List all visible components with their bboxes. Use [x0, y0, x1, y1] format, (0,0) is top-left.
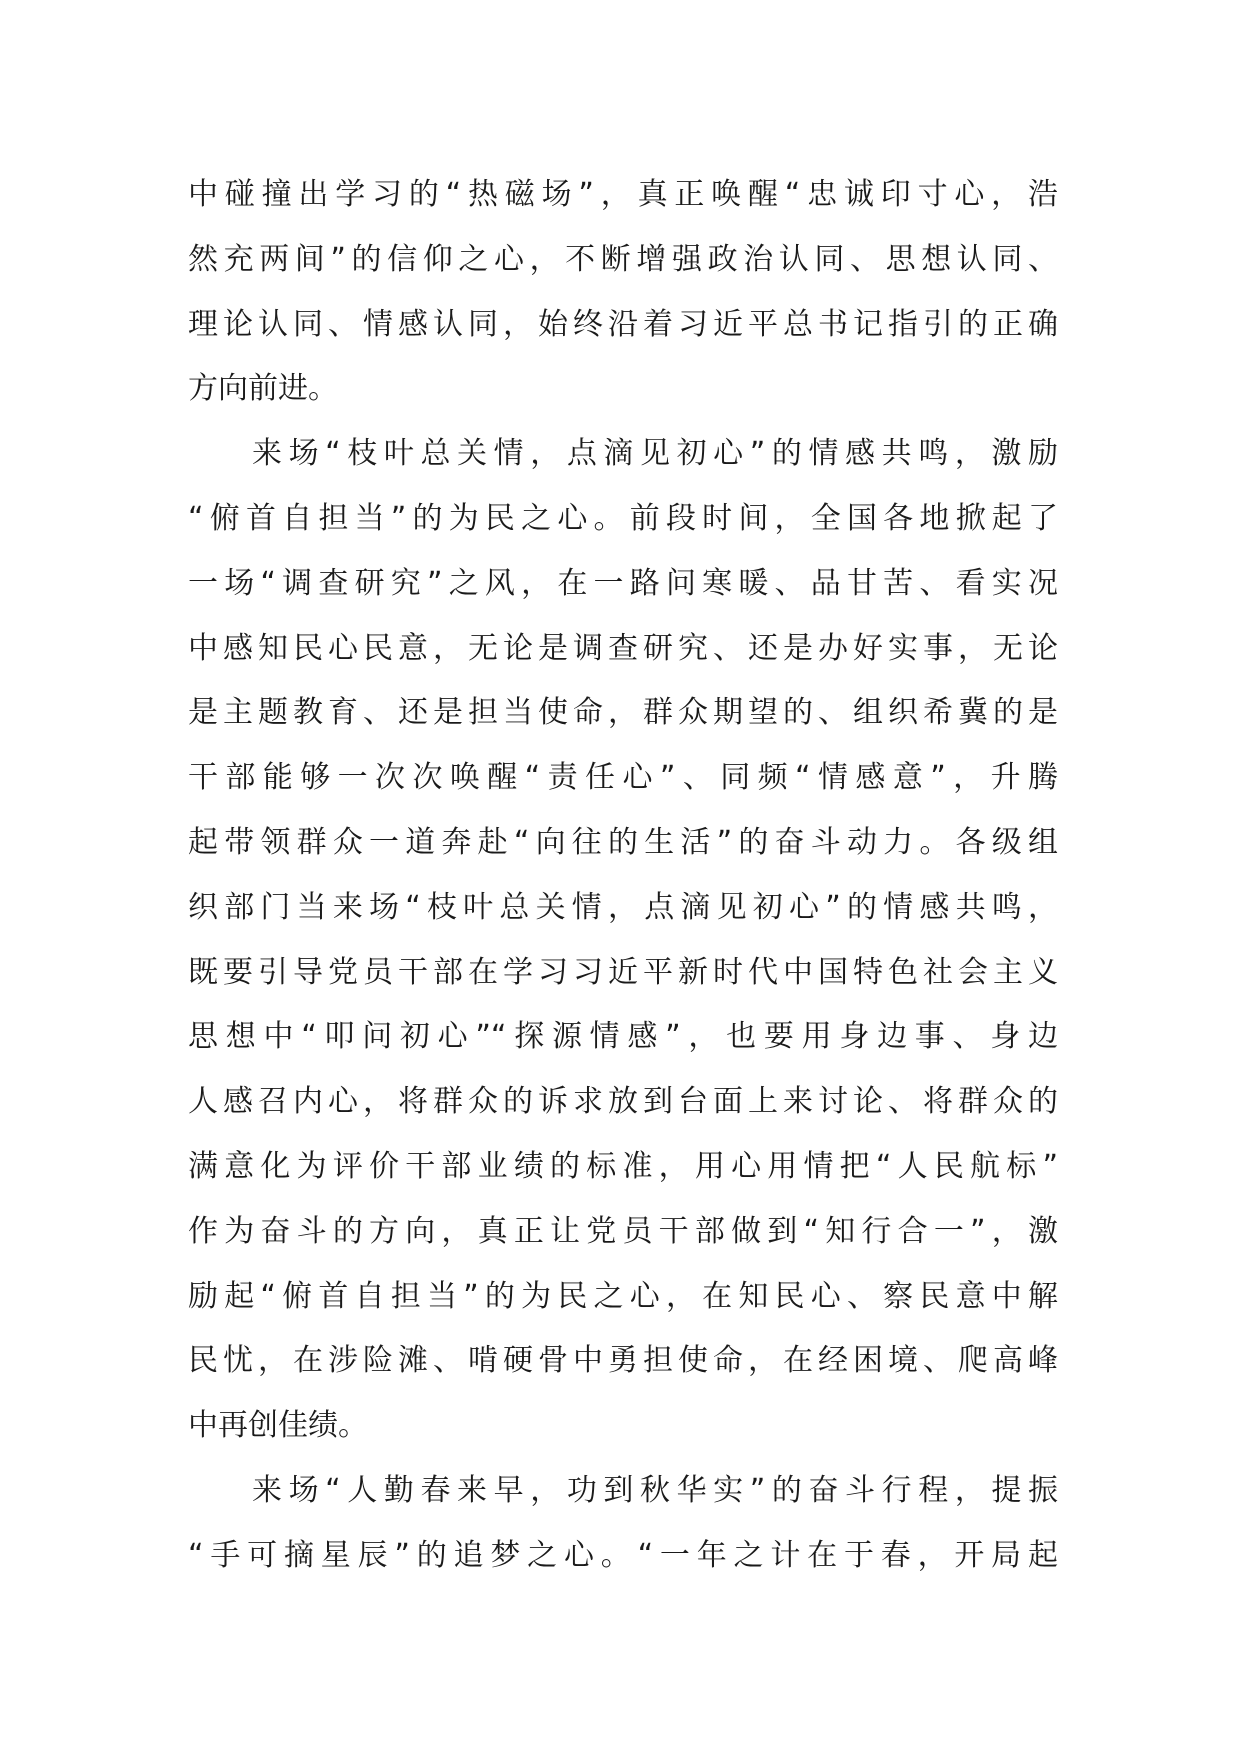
text-line: 中再创佳绩。: [188, 1408, 368, 1444]
text-line: 干部能够一次次唤醒“责任心”、同频“情感意”，升腾: [188, 760, 1058, 796]
text-line: 起带领群众一道奔赴“向往的生活”的奋斗动力。各级组: [188, 824, 1058, 860]
text-line: 一场“调查研究”之风，在一路问寒暖、品甘苦、看实况: [188, 565, 1058, 601]
paragraph-first-line: 来场“人勤春来早，功到秋华实”的奋斗行程，提振: [252, 1472, 1058, 1508]
paragraph-first-line: 来场“枝叶总关情，点滴见初心”的情感共鸣，激励: [252, 436, 1058, 472]
text-line: 理论认同、情感认同，始终沿着习近平总书记指引的正确: [188, 306, 1058, 342]
text-line: 中感知民心民意，无论是调查研究、还是办好实事，无论: [188, 630, 1058, 666]
text-line: 中碰撞出学习的“热磁场”，真正唤醒“忠诚印寸心，浩: [188, 177, 1058, 212]
text-line: 是主题教育、还是担当使命，群众期望的、组织希冀的是: [188, 695, 1058, 731]
text-line: “手可摘星辰”的追梦之心。“一年之计在于春，开局起: [188, 1537, 1058, 1573]
text-line: 既要引导党员干部在学习习近平新时代中国特色社会主义: [188, 954, 1058, 990]
text-line: 作为奋斗的方向，真正让党员干部做到“知行合一”，激: [188, 1213, 1058, 1249]
text-line: 方向前进。: [188, 371, 338, 407]
text-line: 织部门当来场“枝叶总关情，点滴见初心”的情感共鸣，: [188, 889, 1058, 925]
text-line: 思想中“叩问初心”“探源情感”，也要用身边事、身边: [188, 1019, 1058, 1055]
text-line: 人感召内心，将群众的诉求放到台面上来讨论、将群众的: [188, 1084, 1058, 1120]
text-line: 满意化为评价干部业绩的标准，用心用情把“人民航标”: [188, 1148, 1058, 1184]
text-line: 民忧，在涉险滩、啃硬骨中勇担使命，在经困境、爬高峰: [188, 1343, 1058, 1379]
text-line: “俯首自担当”的为民之心。前段时间，全国各地掀起了: [188, 500, 1058, 536]
text-line: 然充两间”的信仰之心，不断增强政治认同、思想认同、: [188, 241, 1058, 277]
text-line: 励起“俯首自担当”的为民之心，在知民心、察民意中解: [188, 1278, 1058, 1314]
body-text: [188, 163, 1058, 1589]
